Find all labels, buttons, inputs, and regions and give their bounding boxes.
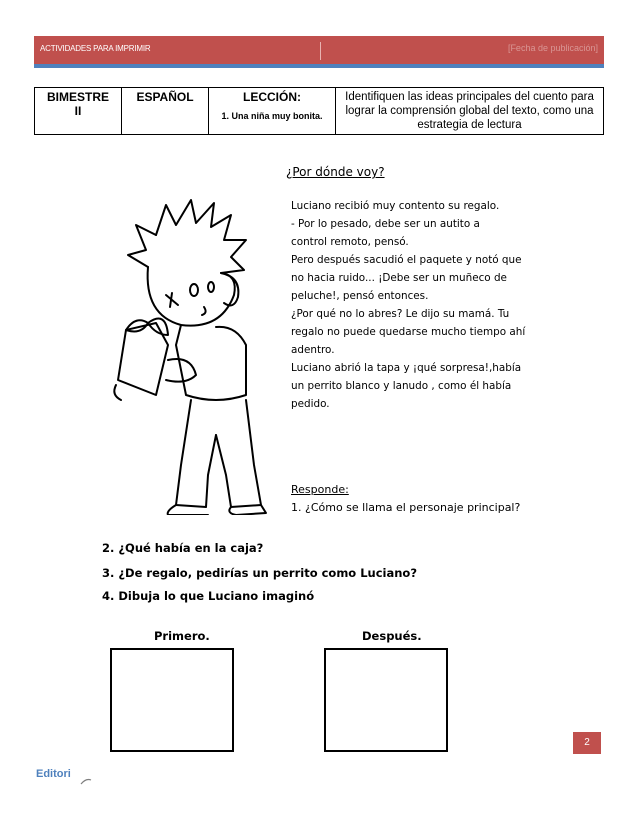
story-line: - Por lo pesado, debe ser un autito a	[291, 218, 480, 230]
lesson-cell	[209, 88, 336, 135]
story-line: peluche!, pensó entonces.	[291, 290, 429, 302]
worksheet-title: ¿Por dónde voy?	[286, 165, 385, 179]
worksheet-image	[86, 155, 546, 715]
objective-cell	[336, 88, 604, 135]
question-1: 1. ¿Cómo se llama el personaje principal?	[291, 501, 521, 514]
story-line: regalo no puede quedarse mucho tiempo ahí	[291, 326, 526, 338]
story-line: un perrito blanco y lanudo , como él había	[291, 380, 512, 392]
objective-text: Identifiquen las ideas principales del cuento para lograr la comprensión global del texto, como una estrategia de lectura	[345, 91, 594, 131]
drawing-box-despues	[324, 648, 448, 752]
story-line: adentro.	[291, 344, 335, 356]
bimestre-label: BIMESTRE	[46, 90, 109, 104]
story-line: no hacia ruido... ¡Debe ser un muñeco de	[291, 272, 507, 284]
page-number-badge: 2	[573, 732, 601, 754]
lesson-title: 1. Una niña muy bonita.	[221, 111, 323, 121]
lesson-label: LECCIÓN:	[243, 90, 301, 104]
box-label-primero: Primero.	[154, 629, 210, 643]
bimestre-value: II	[74, 104, 82, 118]
subject-label: ESPAÑOL	[136, 90, 194, 104]
header-divider	[320, 42, 321, 60]
responde-heading: Responde:	[291, 483, 349, 496]
story-line: Pero después sacudió el paquete y notó que	[291, 254, 522, 266]
story-line: control remoto, pensó.	[291, 236, 409, 248]
drawing-box-primero	[110, 648, 234, 752]
question-2: 2. ¿Qué había en la caja?	[102, 541, 264, 555]
story-line: Luciano abrió la tapa y ¡qué sorpresa!,había	[291, 362, 522, 374]
box-label-despues: Después.	[362, 629, 422, 643]
header-underline	[34, 64, 604, 68]
question-4: 4. Dibuja lo que Luciano imaginó	[102, 589, 315, 603]
story-line: pedido.	[291, 398, 330, 410]
question-3: 3. ¿De regalo, pedirías un perrito como Luciano?	[102, 566, 417, 580]
footer-swoosh-icon	[80, 776, 92, 786]
subject-cell	[122, 88, 209, 135]
boy-with-gift-illustration	[96, 195, 286, 515]
lesson-info-table	[34, 87, 604, 135]
story-line: Luciano recibió muy contento su regalo.	[291, 200, 500, 212]
story-line: ¿Por qué no lo abres? Le dijo su mamá. Tu	[291, 308, 510, 320]
header-title: ACTIVIDADES PARA IMPRIMIR	[40, 44, 151, 53]
footer-logo: Editori	[36, 768, 71, 780]
bimestre-cell	[35, 88, 122, 135]
page-header	[34, 36, 604, 68]
story-text	[291, 197, 551, 413]
publication-date-placeholder[interactable]: [Fecha de publicación]	[507, 43, 598, 53]
